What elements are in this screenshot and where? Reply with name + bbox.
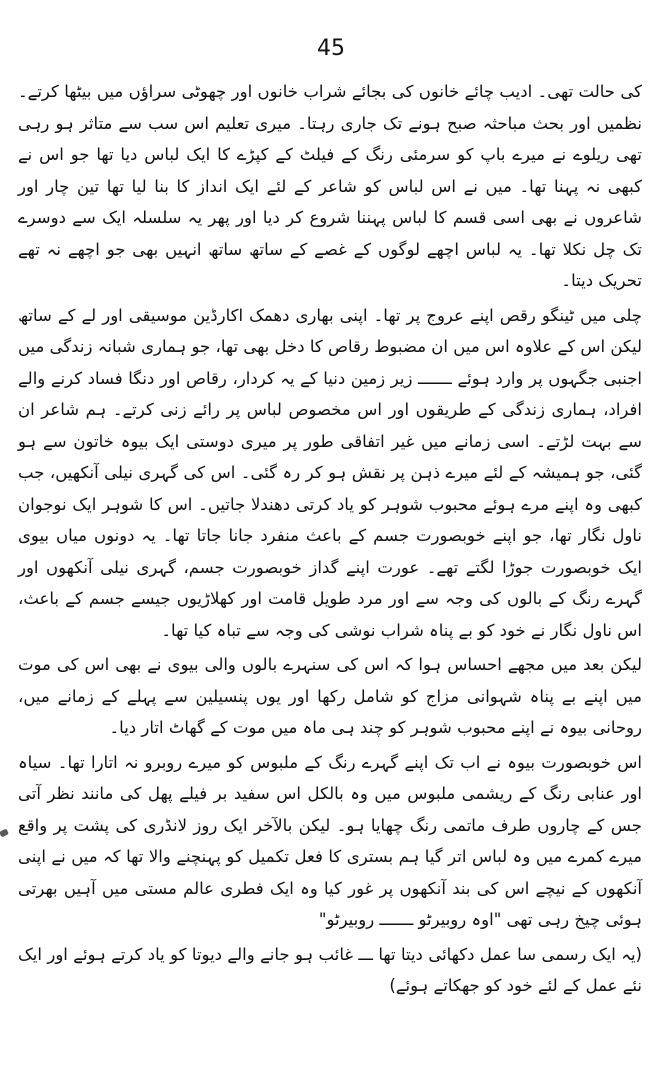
scan-speck-mark <box>0 829 9 838</box>
page-number: 45 <box>317 36 345 61</box>
page-body-text <box>18 76 642 1002</box>
paragraph-4: اس خوبصورت بیوہ نے اب تک اپنے گہرے رنگ کے ملبوس کو میرے روبرو نہ اتارا تھا۔ سیاہ اور عنابی رنگ کے ریشمی ملبوس میں وہ بالکل اس سفید بر فیلے پھل کی مانند نظر آتی جس کے چاروں طرف ماتمی رنگ چھایا ہو۔ لیکن بالآخر ایک روز لانڈری کی پشت پر واقع میرے کمرے میں وہ لباس اتر گیا ہم بستری کا فعل تکمیل کو پہنچنے والا تھا کہ میں نے اپنی آنکھوں کے نیچے اس کی بند آنکھوں پر غور کیا وہ ایک فطری عالم مستی میں آہیں بھرتی ہوئی چیخ رہی تھی "اوہ روبیرٹو ـــــــ روبیرٹو" <box>18 752 642 929</box>
paragraph-2: چلی میں ٹینگو رقص اپنے عروج پر تھا۔ اپنی بھاری دھمک اکارڈین موسیقی اور لے کے ساتھ لیکن اس کے علاوہ اس میں ان مضبوط رقاص کا دخل بھی تھا، جو ہماری شبانہ زندگی میں اجنبی جگہوں پر وارد ہوئے ـــــــ زیر زمین دنیا کے یہ کردار، رقاص اور دنگا فساد کرنے والے افراد، ہماری زندگی کے طریقوں اور اس مخصوص لباس پر رائے زنی کرتے۔ ہم شاعر ان سے بہت لڑتے۔ اسی زمانے میں غیر اتفاقی طور پر میری دوستی ایک بیوہ خاتون سے ہو گئی، جو ہمیشہ کے لئے میرے ذہن پر نقش ہو کر رہ گئی۔ اس کی گہری نیلی آنکھیں، جب کبھی وہ اپنے مرے ہوئے محبوب شوہر کو یاد کرتی دھندلا جاتیں۔ اس کا شوہر ایک نوجوان ناول نگار تھا، جو اپنے خوبصورت جسم کے باعث منفرد جانا جاتا تھا۔ یہ دونوں میاں بیوی ایک خوبصورت جوڑا لگتے تھے۔ عورت اپنے گداز خوبصورت جسم، گہری نیلی آنکھوں اور گہرے رنگ کے بالوں کی وجہ سے اور مرد طویل قامت اور کھلاڑیوں جیسے جسم کے باعث، اس ناول نگار نے خود کو بے پناہ شراب نوشی کی وجہ سے تباہ کیا تھا۔ <box>18 305 642 640</box>
paragraph-1: کی حالت تھی۔ ادیب چائے خانوں کی بجائے شراب خانوں اور چھوٹی سراؤں میں بیٹھا کرتے۔ نظمیں اور بحث مباحثہ صبح ہونے تک جاری رہتا۔ میری تعلیم اس سب سے متاثر ہو رہی تھی ریلوے نے میرے باپ کو سرمئی رنگ کے فیلٹ کے کپڑے کا ایک لباس دیا تھا جو اس نے کبھی نہ پہنا تھا۔ میں نے اس لباس کو شاعر کے لئے ایک انداز کا بنا لیا تھا تین چار اور شاعروں نے بھی اسی قسم کا لباس پہننا شروع کر دیا اور پھر یہ سلسلہ ایک سے دوسرے تک چل نکلا تھا۔ یہ لباس اچھے لوگوں کے غصے کے ساتھ ساتھ انہیں بھی جو اچھے نہ تھے تحریک دیتا۔ <box>18 82 642 290</box>
paragraph-5: (یہ ایک رسمی سا عمل دکھائی دیتا تھا ـــ غائب ہو جانے والے دیوتا کو یاد کرتے ہوئے اور ایک نئے عمل کے لئے خود کو جھکاتے ہوئے) <box>18 944 642 995</box>
paragraph-3: لیکن بعد میں مجھے احساس ہوا کہ اس کی سنہرے بالوں والی بیوی نے بھی اس کی موت میں اپنے بے پناہ شہوانی مزاج کو شامل رکھا اور یوں پنسیلین سے پہلے کے زمانے میں، روحانی بیوہ نے اپنے محبوب شوہر کو چند ہی ماہ میں موت کے گھاٹ اتار دیا۔ <box>18 655 642 737</box>
